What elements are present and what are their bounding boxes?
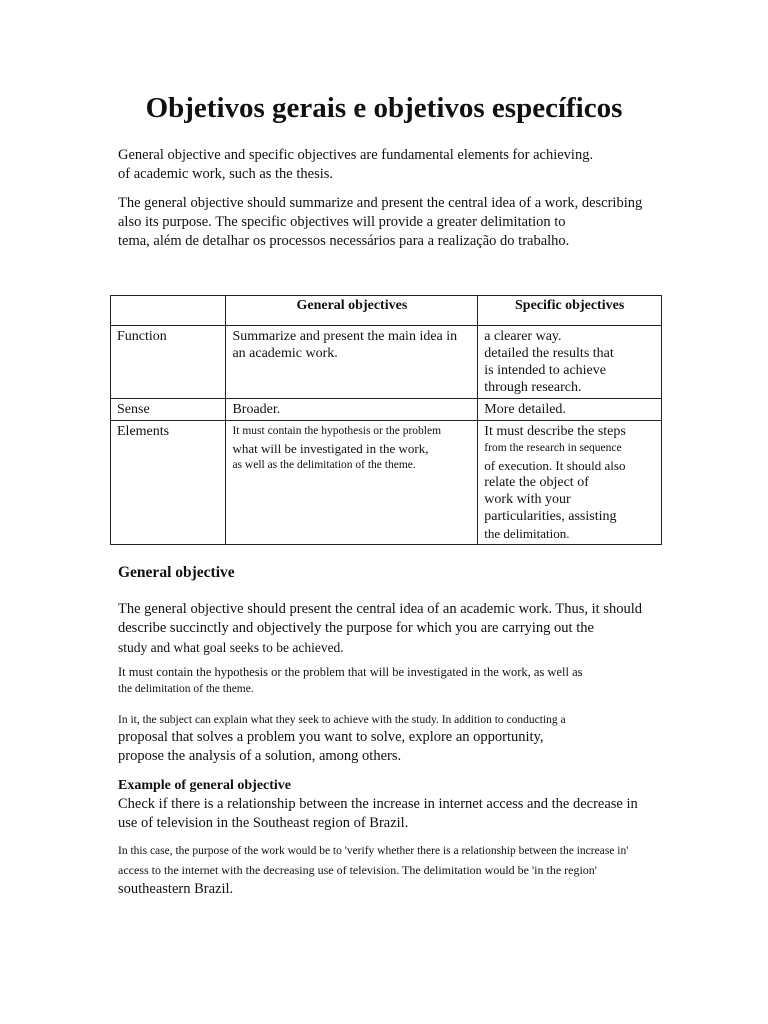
specific-cell bbox=[478, 326, 662, 399]
cell-line: It must describe the steps bbox=[484, 424, 626, 439]
cell-line: from the research in sequence bbox=[484, 442, 622, 454]
text-line: In it, the subject can explain what they seek to achieve with the study. In addition to conducting a bbox=[118, 714, 566, 726]
cell-line: Broader. bbox=[232, 402, 281, 417]
cell-line: work with your bbox=[484, 492, 571, 507]
text-line: General objective and specific objectives are fundamental elements for achieving. bbox=[118, 147, 594, 163]
section-paragraph-3 bbox=[118, 712, 678, 766]
cell-line: a clearer way. bbox=[484, 329, 562, 344]
section-paragraph-1 bbox=[118, 600, 678, 657]
objectives-table bbox=[110, 295, 662, 545]
specific-cell bbox=[478, 421, 662, 545]
table-row-sense bbox=[111, 399, 662, 421]
row-label-text: Sense bbox=[117, 402, 150, 417]
table-header-general: General objectives bbox=[226, 296, 478, 326]
general-cell bbox=[226, 326, 478, 399]
text-line: southeastern Brazil. bbox=[118, 881, 234, 897]
cell-line: It must contain the hypothesis or the problem bbox=[232, 425, 442, 437]
table-header-row bbox=[111, 296, 662, 326]
text-line: use of television in the Southeast region of Brazil. bbox=[118, 815, 409, 831]
cell-line: an academic work. bbox=[232, 346, 338, 361]
cell-line: the delimitation. bbox=[484, 526, 570, 541]
example-block bbox=[118, 776, 678, 833]
specific-cell bbox=[478, 399, 662, 421]
cell-line: of execution. It should also bbox=[484, 458, 626, 473]
table-header-specific: Specific objectives bbox=[478, 296, 662, 326]
section-paragraph-2 bbox=[118, 664, 678, 698]
text-line: also its purpose. The specific objectives will provide a greater delimitation to bbox=[118, 214, 566, 230]
table-row-function bbox=[111, 326, 662, 399]
text-line: propose the analysis of a solution, among others. bbox=[118, 748, 402, 764]
cell-line: what will be investigated in the work, bbox=[232, 441, 429, 456]
row-label bbox=[111, 326, 226, 399]
text-line: Check if there is a relationship between the increase in internet access and the decrease in bbox=[118, 796, 638, 812]
table-header-empty bbox=[111, 296, 226, 326]
cell-line: particularities, assisting bbox=[484, 509, 617, 524]
text-line: describe succinctly and objectively the purpose for which you are carrying out the bbox=[118, 620, 594, 636]
text-line: of academic work, such as the thesis. bbox=[118, 166, 334, 182]
text-line: the delimitation of the theme. bbox=[118, 683, 254, 695]
row-label bbox=[111, 421, 226, 545]
intro-paragraph-1 bbox=[118, 146, 678, 184]
text-line: tema, além de detalhar os processos necessários para a realização do trabalho. bbox=[118, 233, 570, 249]
section-heading: General objective bbox=[118, 564, 235, 581]
text-line: The general objective should summarize and present the central idea of a work, describing bbox=[118, 195, 643, 211]
example-title: Example of general objective bbox=[118, 778, 292, 793]
row-label-text: Elements bbox=[117, 424, 170, 439]
text-line: It must contain the hypothesis or the problem that will be investigated in the work, as well as bbox=[118, 665, 583, 679]
text-line: proposal that solves a problem you want to solve, explore an opportunity, bbox=[118, 729, 544, 745]
table-row-elements bbox=[111, 421, 662, 545]
cell-line: More detailed. bbox=[484, 402, 566, 417]
page-title: Objetivos gerais e objetivos específicos bbox=[145, 92, 623, 124]
cell-line: through research. bbox=[484, 380, 582, 395]
text-line: In this case, the purpose of the work would be to 'verify whether there is a relationship between the increase in' bbox=[118, 845, 629, 857]
text-line: The general objective should present the central idea of an academic work. Thus, it should bbox=[118, 601, 642, 617]
cell-line: Summarize and present the main idea in bbox=[232, 329, 458, 344]
cell-line: relate the object of bbox=[484, 475, 589, 490]
section-paragraph-4 bbox=[118, 842, 678, 899]
text-line: study and what goal seeks to be achieved. bbox=[118, 640, 344, 655]
general-cell bbox=[226, 421, 478, 545]
row-label-text: Function bbox=[117, 329, 167, 344]
row-label bbox=[111, 399, 226, 421]
cell-line: detailed the results that bbox=[484, 346, 614, 361]
intro-paragraph-2 bbox=[118, 194, 678, 251]
cell-line: as well as the delimitation of the theme. bbox=[232, 459, 416, 471]
general-cell bbox=[226, 399, 478, 421]
text-line: access to the internet with the decreasing use of television. The delimitation would be 'in the region' bbox=[118, 863, 597, 877]
cell-line: is intended to achieve bbox=[484, 363, 606, 378]
